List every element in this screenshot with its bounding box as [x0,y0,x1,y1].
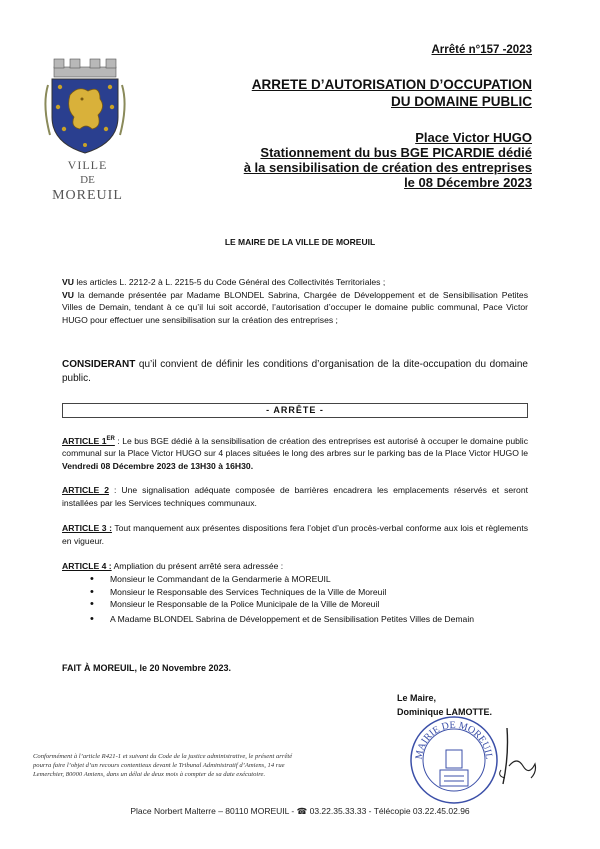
vu-label: VU [62,289,74,300]
arrete-number: Arrêté n°157 -2023 [431,44,532,56]
bullet-icon: • [90,612,94,625]
vu-item-1 [62,276,528,289]
logo-line-moreuil: MOREUIL [52,188,123,203]
vu-label: VU [62,277,74,287]
article-4 [62,560,528,573]
article-3-text: Tout manquement aux présentes dispositions fera l’objet d’un procès-verbal conforme aux lois et règlements en vigueur. [62,523,529,546]
list-item [90,612,530,626]
logo-line-de: DE [80,174,95,186]
signatory-role: Le Maire, [397,693,437,703]
article-1-text: : Le bus BGE dédié à la sensibilisation de création des entreprises est autorisé à occuper le domaine public communal sur la Place Victor HUGO sur 4 places situées le long des arbres sur le parking bas de la Place Victor HUGO le [62,435,529,459]
document-subtitle [244,130,532,190]
bullet-icon: • [90,573,94,585]
list-item [90,585,530,599]
subtitle-line-3: à la sensibilisation de création des entreprises [243,160,532,175]
considerant-paragraph [62,358,528,385]
vu-paragraph [62,276,528,326]
recipient-text: Monsieur le Commandant de la Gendarmerie à MOREUIL [110,574,331,584]
vu-item-2 [62,289,528,327]
footer-contact [0,806,600,817]
vu-text: la demande présentée par Madame BLONDEL Sabrina, Chargée de Développement et de Sensibilisation Petites Villes de Demain, tendant à ce qu’il lui soit accordé, l’autorisation d’occuper le domaine public communal, Pace Victor HUGO pour effectuer une sensibilisation sur la création des entreprises ; [62,289,528,325]
footer-phone: 03.22.35.33.33 - Télécopie 03.22.45.02.96 [307,806,470,816]
article-2-label: ARTICLE 2 [62,485,110,495]
arrete-heading-box: - ARRÊTE - [62,403,528,418]
article-4-label: ARTICLE 4 : [62,561,112,571]
article-1-date: Vendredi 08 Décembre 2023 de 13H30 à 16H30. [62,461,254,472]
town-name-logo [40,158,135,203]
recipient-text: Monsieur le Responsable de la Police Municipale de la Ville de Moreuil [110,599,380,609]
logo-line-ville: VILLE [67,158,108,172]
phone-icon: ☎ [296,806,308,816]
article-2-text: : Une signalisation adéquate composée de barrières encadrera les emplacements réservés et seront installées par les Services techniques communaux. [62,485,528,508]
recipients-list [90,573,530,625]
article-1 [62,433,528,473]
list-item [90,598,530,611]
article-1-sup: ER [106,436,115,442]
stamp-text: MAIRIE DE MOREUIL [413,719,495,761]
bullet-icon: • [90,598,94,610]
article-1-label-text: ARTICLE 1 [62,435,107,446]
title-line-2: DU DOMAINE PUBLIC [391,94,532,109]
list-item [90,573,530,586]
fait-a-date: FAIT À MOREUIL, le 20 Novembre 2023. [62,663,232,673]
document-title [252,76,532,110]
footer-address: Place Norbert Malterre – 80110 MOREUIL - [130,806,297,816]
article-3-label: ARTICLE 3 : [62,523,112,533]
subtitle-line-2: Stationnement du bus BGE PICARDIE dédié [260,145,532,160]
maire-heading: LE MAIRE DE LA VILLE DE MOREUIL [224,237,376,247]
article-4-text: Ampliation du présent arrêté sera adressée : [111,561,284,571]
signatory-name: Dominique LAMOTTE. [397,707,492,717]
subtitle-line-1: Place Victor HUGO [415,130,532,145]
subtitle-line-4: le 08 Décembre 2023 [404,175,532,190]
article-2 [62,484,528,509]
article-3 [62,522,528,547]
legal-notice: Conformément à l’article R421-1 et suivant du Code de la justice administrative, le présent arrêté pourra faire l’objet d’un recours contentieux devant le Tribunal Administratif d’Amiens, 14 rue Lemerchier, 80000 Amiens, dans un délai de deux mois à compter de sa date exécutoire. [33,753,293,778]
coat-of-arms-logo [40,55,130,155]
recipient-text: Monsieur le Responsable des Services Techniques de la Ville de Moreuil [110,586,387,597]
recipient-text: A Madame BLONDEL Sabrina de Développement et de Sensibilisation Petites Villes de Demain [110,613,475,624]
title-line-1: ARRETE D’AUTORISATION D’OCCUPATION [251,77,532,92]
vu-text: les articles L. 2212-2 à L. 2215-5 du Code Général des Collectivités Territoriales ; [73,277,386,287]
considerant-text: qu’il convient de définir les conditions d’organisation de la dite-occupation du domaine public. [62,359,528,384]
official-stamp [408,714,500,806]
considerant-label: CONSIDERANT [62,359,136,370]
article-1-label [62,436,115,446]
bullet-icon: • [90,585,94,598]
handwritten-signature [495,726,545,788]
